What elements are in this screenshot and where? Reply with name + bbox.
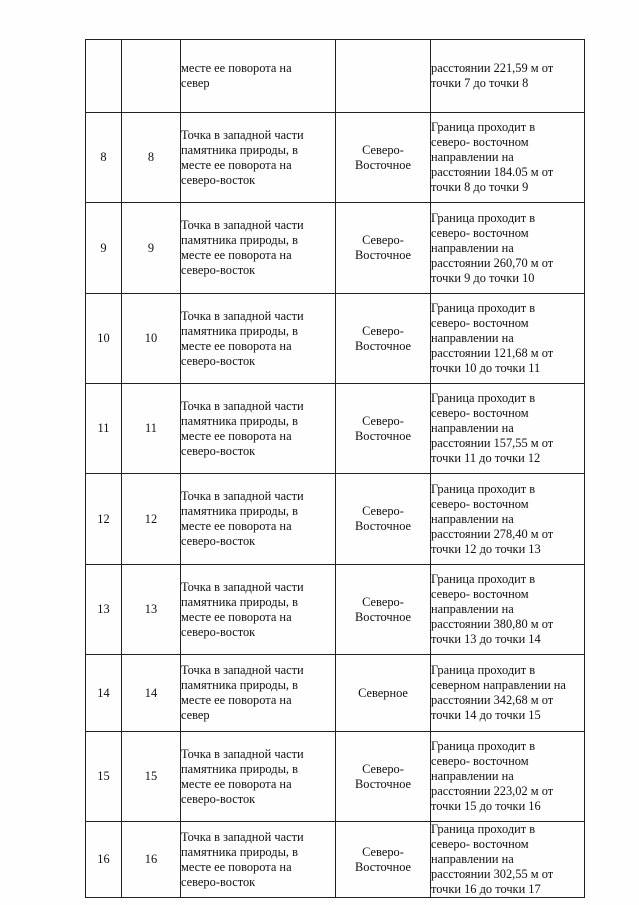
boundary-line: направлении на bbox=[431, 511, 514, 526]
description-line: месте ее поворота на bbox=[181, 776, 292, 791]
description-line: месте ее поворота на bbox=[181, 693, 292, 707]
cell-boundary bbox=[431, 203, 585, 294]
boundary-line: расстоянии 223,02 м от bbox=[431, 784, 554, 798]
description-line: Точка в западной части bbox=[181, 579, 304, 594]
boundary-line: северо- восточном bbox=[431, 135, 529, 149]
description-line: северо-восток bbox=[181, 624, 256, 639]
table-row bbox=[86, 655, 585, 732]
table-row bbox=[86, 384, 585, 474]
boundary-line: северном направлении на bbox=[431, 678, 566, 692]
boundary-line: северо- восточном bbox=[431, 587, 529, 601]
direction-line: Восточное bbox=[354, 338, 412, 353]
boundary-line: направлении на bbox=[431, 602, 514, 616]
boundary-points-table bbox=[85, 39, 585, 898]
row-number: 9 bbox=[100, 240, 107, 255]
boundary-line: точки 14 до точки 15 bbox=[431, 708, 541, 722]
cell-direction bbox=[336, 113, 431, 203]
description-line: месте ее поворота на bbox=[181, 61, 292, 75]
boundary-line: направлении на bbox=[431, 852, 514, 866]
cell-number bbox=[86, 40, 122, 113]
direction-line: Северо- bbox=[362, 233, 404, 247]
boundary-line: северо- восточном bbox=[431, 837, 529, 851]
cell-direction bbox=[336, 732, 431, 822]
cell-boundary bbox=[431, 40, 585, 113]
description-line: Точка в западной части bbox=[181, 746, 304, 761]
boundary-line: направлении на bbox=[431, 240, 514, 255]
description-line: север bbox=[181, 76, 210, 90]
cell-point bbox=[122, 565, 181, 655]
cell-number bbox=[86, 655, 122, 732]
description-line: памятника природы, в bbox=[181, 413, 298, 428]
cell-boundary bbox=[431, 474, 585, 565]
cell-description bbox=[181, 474, 336, 565]
table-row bbox=[86, 822, 585, 898]
boundary-line: Граница проходит в bbox=[431, 739, 536, 753]
boundary-line: точки 15 до точки 16 bbox=[431, 799, 541, 813]
row-number: 8 bbox=[100, 150, 107, 164]
description-line: месте ее поворота на bbox=[181, 248, 292, 262]
description-line: месте ее поворота на bbox=[181, 859, 292, 874]
table-row bbox=[86, 565, 585, 655]
description-line: северо-восток bbox=[181, 353, 256, 368]
description-line: северо-восток bbox=[181, 263, 256, 277]
boundary-line: точки 12 до точки 13 bbox=[431, 541, 541, 556]
cell-point bbox=[122, 384, 181, 474]
boundary-line: Граница проходит в bbox=[431, 663, 536, 677]
direction-line: Восточное bbox=[354, 428, 412, 443]
cell-direction bbox=[336, 203, 431, 294]
description-line: Точка в западной части bbox=[181, 127, 304, 142]
cell-description bbox=[181, 294, 336, 384]
point-number: 12 bbox=[144, 511, 158, 526]
boundary-line: расстоянии 121,68 м от bbox=[431, 346, 554, 360]
boundary-line: Граница проходит в bbox=[431, 120, 536, 134]
description-line: памятника природы, в bbox=[181, 761, 298, 776]
cell-number bbox=[86, 294, 122, 384]
table-row bbox=[86, 732, 585, 822]
point-number: 15 bbox=[144, 769, 158, 783]
row-number: 14 bbox=[97, 685, 110, 700]
description-line: памятника природы, в bbox=[181, 504, 298, 518]
description-line: памятника природы, в bbox=[181, 233, 298, 247]
cell-boundary bbox=[431, 655, 585, 732]
boundary-line: северо- восточном bbox=[431, 316, 529, 330]
cell-number bbox=[86, 113, 122, 203]
boundary-line: расстоянии 278,40 м от bbox=[431, 526, 554, 541]
cell-description bbox=[181, 384, 336, 474]
cell-boundary bbox=[431, 732, 585, 822]
cell-point bbox=[122, 203, 181, 294]
cell-number bbox=[86, 474, 122, 565]
direction-line: Северо- bbox=[362, 761, 404, 776]
direction-line: Северное bbox=[358, 685, 408, 700]
cell-boundary bbox=[431, 113, 585, 203]
direction-line: Восточное bbox=[354, 248, 412, 262]
boundary-line: расстоянии 342,68 м от bbox=[431, 693, 554, 707]
boundary-line: точки 8 до точки 9 bbox=[431, 180, 529, 194]
cell-point bbox=[122, 822, 181, 898]
table-row bbox=[86, 474, 585, 565]
cell-direction bbox=[336, 474, 431, 565]
description-line: памятника природы, в bbox=[181, 142, 298, 157]
description-line: Точка в западной части bbox=[181, 218, 304, 232]
boundary-line: расстоянии 380,80 м от bbox=[431, 617, 554, 631]
cell-point bbox=[122, 294, 181, 384]
boundary-line: Граница проходит в bbox=[431, 822, 536, 836]
boundary-line: точки 10 до точки 11 bbox=[431, 361, 541, 375]
direction-line: Северо- bbox=[362, 504, 404, 518]
description-line: северо-восток bbox=[181, 874, 256, 889]
description-line: памятника природы, в bbox=[181, 844, 298, 859]
table-row bbox=[86, 294, 585, 384]
boundary-line: точки 7 до точки 8 bbox=[431, 76, 529, 90]
point-number: 8 bbox=[147, 150, 155, 164]
boundary-line: Граница проходит в bbox=[431, 301, 536, 315]
description-line: месте ее поворота на bbox=[181, 157, 292, 172]
boundary-line: расстоянии 221,59 м от bbox=[431, 61, 554, 75]
row-number: 10 bbox=[97, 331, 110, 345]
description-line: месте ее поворота на bbox=[181, 519, 292, 533]
cell-number bbox=[86, 203, 122, 294]
boundary-line: расстоянии 302,55 м от bbox=[431, 867, 554, 881]
row-number: 12 bbox=[97, 511, 110, 526]
description-line: памятника природы, в bbox=[181, 678, 298, 692]
point-number: 13 bbox=[144, 602, 158, 616]
cell-point bbox=[122, 113, 181, 203]
table-body bbox=[86, 40, 585, 898]
description-line: месте ее поворота на bbox=[181, 609, 292, 624]
cell-direction bbox=[336, 40, 431, 113]
table-row-continuation bbox=[86, 40, 585, 113]
cell-point bbox=[122, 655, 181, 732]
boundary-line: северо- восточном bbox=[431, 496, 529, 511]
point-number: 9 bbox=[147, 240, 155, 255]
description-line: северо-восток bbox=[181, 791, 256, 806]
cell-description bbox=[181, 40, 336, 113]
direction-line: Северо- bbox=[362, 413, 404, 428]
cell-description bbox=[181, 732, 336, 822]
point-number: 16 bbox=[144, 852, 158, 866]
direction-line: Восточное bbox=[354, 609, 412, 624]
boundary-line: направлении на bbox=[431, 150, 514, 164]
point-number: 14 bbox=[144, 685, 158, 700]
direction-line: Северо- bbox=[362, 142, 404, 157]
cell-description bbox=[181, 203, 336, 294]
cell-boundary bbox=[431, 384, 585, 474]
cell-number bbox=[86, 732, 122, 822]
direction-line: Северо- bbox=[362, 844, 404, 859]
row-number: 16 bbox=[97, 852, 110, 866]
cell-number bbox=[86, 822, 122, 898]
cell-description bbox=[181, 113, 336, 203]
boundary-line: северо- восточном bbox=[431, 754, 529, 768]
point-number: 10 bbox=[144, 331, 158, 345]
description-line: Точка в западной части bbox=[181, 489, 304, 503]
row-number: 11 bbox=[97, 421, 110, 435]
direction-line: Северо- bbox=[362, 323, 404, 338]
cell-direction bbox=[336, 384, 431, 474]
cell-description bbox=[181, 822, 336, 898]
cell-boundary bbox=[431, 565, 585, 655]
boundary-line: расстоянии 157,55 м от bbox=[431, 436, 554, 450]
cell-direction bbox=[336, 565, 431, 655]
description-line: северо-восток bbox=[181, 443, 256, 458]
boundary-line: Граница проходит в bbox=[431, 572, 536, 586]
boundary-line: точки 16 до точки 17 bbox=[431, 882, 541, 896]
table-row bbox=[86, 113, 585, 203]
description-line: северо-восток bbox=[181, 172, 256, 187]
cell-point bbox=[122, 732, 181, 822]
row-number: 13 bbox=[97, 602, 110, 616]
description-line: северо-восток bbox=[181, 534, 256, 548]
cell-description bbox=[181, 655, 336, 732]
boundary-line: точки 9 до точки 10 bbox=[431, 270, 535, 285]
description-line: Точка в западной части bbox=[181, 398, 304, 413]
description-line: месте ее поворота на bbox=[181, 428, 292, 443]
boundary-line: северо- восточном bbox=[431, 406, 529, 420]
boundary-line: Граница проходит в bbox=[431, 481, 536, 496]
cell-direction bbox=[336, 655, 431, 732]
boundary-line: точки 11 до точки 12 bbox=[431, 451, 541, 465]
point-number: 11 bbox=[145, 421, 157, 435]
cell-boundary bbox=[431, 822, 585, 898]
cell-direction bbox=[336, 294, 431, 384]
direction-line: Северо- bbox=[362, 594, 404, 609]
cell-description bbox=[181, 565, 336, 655]
cell-number bbox=[86, 384, 122, 474]
table-row bbox=[86, 203, 585, 294]
description-line: памятника природы, в bbox=[181, 594, 298, 609]
description-line: север bbox=[181, 708, 210, 722]
description-line: Точка в западной части bbox=[181, 829, 304, 844]
boundary-line: северо- восточном bbox=[431, 225, 529, 240]
cell-boundary bbox=[431, 294, 585, 384]
cell-direction bbox=[336, 822, 431, 898]
direction-line: Восточное bbox=[354, 859, 412, 874]
boundary-line: направлении на bbox=[431, 331, 514, 345]
row-number: 15 bbox=[97, 769, 110, 783]
description-line: Точка в западной части bbox=[181, 308, 304, 323]
boundary-line: Граница проходит в bbox=[431, 210, 536, 225]
boundary-line: точки 13 до точки 14 bbox=[431, 632, 541, 646]
description-line: памятника природы, в bbox=[181, 323, 298, 338]
direction-line: Восточное bbox=[354, 776, 412, 791]
cell-point bbox=[122, 40, 181, 113]
direction-line: Восточное bbox=[354, 519, 412, 533]
boundary-line: расстоянии 184.05 м от bbox=[431, 165, 554, 179]
cell-number bbox=[86, 565, 122, 655]
description-line: месте ее поворота на bbox=[181, 338, 292, 353]
boundary-line: расстоянии 260,70 м от bbox=[431, 255, 554, 270]
direction-line: Восточное bbox=[354, 157, 412, 172]
cell-point bbox=[122, 474, 181, 565]
description-line: Точка в западной части bbox=[181, 663, 304, 677]
boundary-line: направлении на bbox=[431, 421, 514, 435]
boundary-line: направлении на bbox=[431, 769, 514, 783]
boundary-line: Граница проходит в bbox=[431, 391, 536, 405]
